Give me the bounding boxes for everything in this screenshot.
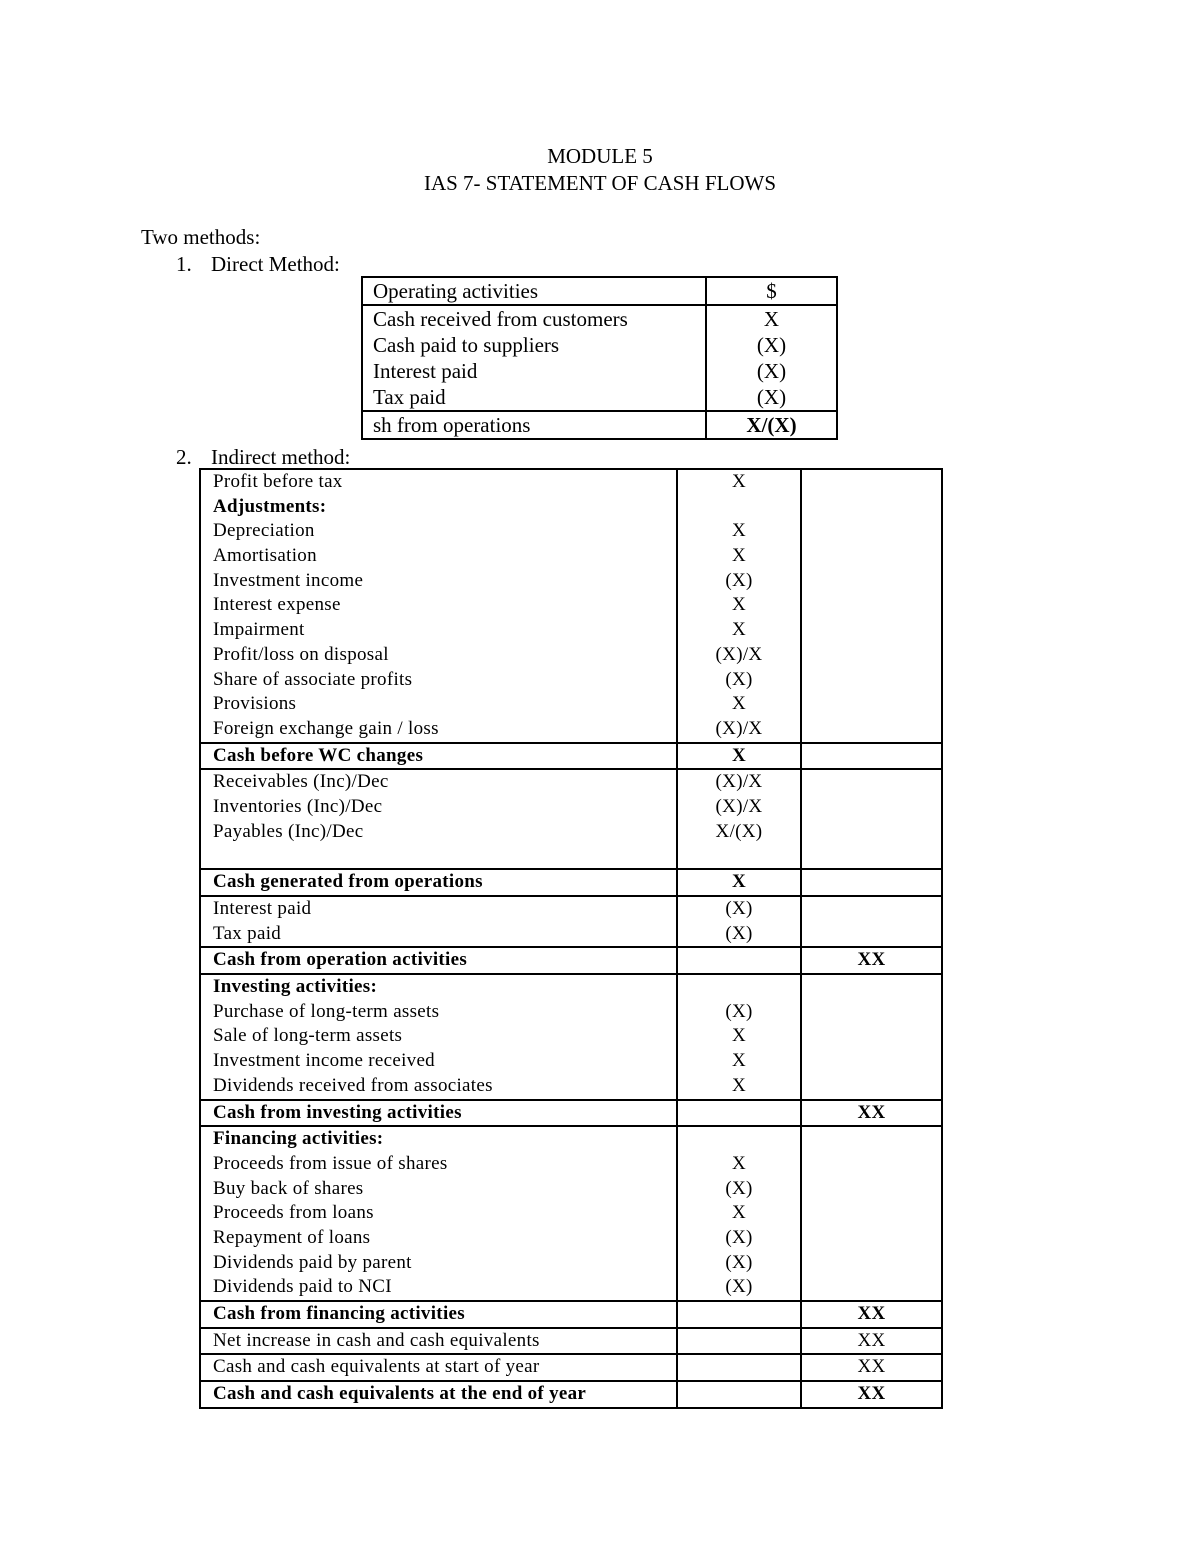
direct-method-table xyxy=(361,276,838,440)
row-label: Interest expense xyxy=(213,594,341,616)
label-column xyxy=(201,1355,678,1380)
row-label: Dividends received from associates xyxy=(213,1074,493,1096)
row-total: XX xyxy=(857,1383,886,1405)
direct-items-row xyxy=(363,306,836,412)
row-label: Adjustments: xyxy=(213,495,327,517)
start-year-row xyxy=(201,1355,941,1382)
row-value: X xyxy=(731,1202,747,1224)
row-value: (X) xyxy=(725,1000,753,1022)
row-total: XX xyxy=(857,1101,886,1123)
value-column xyxy=(678,870,802,895)
row-label: Cash and cash equivalents at the end of year xyxy=(213,1383,587,1405)
label-column xyxy=(201,1382,678,1407)
investing-heading: Investing activities: xyxy=(213,976,378,998)
row-label: Cash before WC changes xyxy=(213,744,424,766)
row-value: (X) xyxy=(725,898,753,919)
row-value: (X) xyxy=(725,1226,753,1248)
row-label: Depreciation xyxy=(213,520,315,542)
total-column xyxy=(802,1329,941,1354)
intro-text: Two methods: xyxy=(141,225,261,249)
spacer xyxy=(678,844,800,868)
direct-total-value: X/(X) xyxy=(746,413,797,437)
total-column xyxy=(802,470,941,742)
label-column xyxy=(201,975,678,1098)
row-label: Dividends paid to NCI xyxy=(213,1276,392,1298)
value-column xyxy=(678,470,802,742)
direct-item-label: Interest paid xyxy=(373,359,478,383)
row-total: XX xyxy=(857,1329,886,1351)
label-column xyxy=(201,897,678,946)
row-value: (X)/X xyxy=(715,717,763,739)
row-value: X xyxy=(731,1025,747,1047)
row-value: (X) xyxy=(725,1177,753,1199)
value-column xyxy=(678,1382,802,1407)
label-column xyxy=(201,1127,678,1300)
label-column xyxy=(201,948,678,973)
row-label: Profit before tax xyxy=(213,471,343,492)
row-label: Cash from financing activities xyxy=(213,1303,465,1324)
total-column xyxy=(802,948,941,973)
row-total: XX xyxy=(857,1303,886,1324)
row-value: X xyxy=(731,545,747,567)
row-value: (X)/X xyxy=(715,771,763,793)
row-label: Investment income received xyxy=(213,1050,435,1072)
direct-total-label: sh from operations xyxy=(363,412,707,438)
row-value: X xyxy=(731,693,747,715)
direct-item-label: Tax paid xyxy=(373,385,446,409)
total-column xyxy=(802,1382,941,1407)
row-value: (X) xyxy=(725,569,753,591)
direct-header-value: $ xyxy=(766,279,777,303)
cash-before-wc-row xyxy=(201,744,941,771)
direct-item-value: (X) xyxy=(756,333,787,357)
value-column xyxy=(678,975,802,1098)
row-label: Proceeds from loans xyxy=(213,1202,374,1224)
row-total: XX xyxy=(857,1356,886,1378)
value-column xyxy=(678,770,802,868)
row-value: (X) xyxy=(725,1251,753,1273)
row-value: (X) xyxy=(725,1276,753,1298)
direct-item-value: (X) xyxy=(756,359,787,383)
direct-item-label: Cash paid to suppliers xyxy=(373,333,560,357)
spacer xyxy=(213,844,676,868)
row-total: XX xyxy=(857,949,886,971)
row-label: Share of associate profits xyxy=(213,668,413,690)
cash-investing-row xyxy=(201,1101,941,1128)
method-2-label: Indirect method: xyxy=(211,445,351,469)
value-column xyxy=(678,1355,802,1380)
total-column xyxy=(802,897,941,946)
row-value-empty xyxy=(678,975,800,1000)
label-column xyxy=(201,770,678,868)
cash-operating-row xyxy=(201,948,941,975)
row-label: Foreign exchange gain / loss xyxy=(213,717,439,739)
row-value: X xyxy=(731,1050,747,1072)
row-value: X xyxy=(731,1074,747,1096)
value-column xyxy=(678,948,802,973)
total-column xyxy=(802,1355,941,1380)
statement-title: IAS 7- STATEMENT OF CASH FLOWS xyxy=(423,171,777,195)
row-label: Payables (Inc)/Dec xyxy=(213,820,364,842)
row-label: Profit/loss on disposal xyxy=(213,643,389,665)
cash-financing-row xyxy=(201,1302,941,1329)
row-label: Amortisation xyxy=(213,545,317,567)
row-value: X xyxy=(731,619,747,641)
row-label: Proceeds from issue of shares xyxy=(213,1152,448,1174)
row-label: Cash from investing activities xyxy=(213,1101,462,1123)
total-column xyxy=(802,870,941,895)
row-label: Tax paid xyxy=(213,922,282,944)
module-title: MODULE 5 xyxy=(547,144,653,168)
row-label: Buy back of shares xyxy=(213,1177,364,1199)
row-label: Provisions xyxy=(213,693,297,715)
total-column xyxy=(802,1101,941,1126)
row-value: X/(X) xyxy=(715,820,763,842)
method-1-number: 1. xyxy=(176,252,192,276)
row-label: Cash from operation activities xyxy=(213,949,468,971)
label-column xyxy=(201,1101,678,1126)
row-label: Investment income xyxy=(213,569,364,591)
row-value: X xyxy=(731,594,747,616)
direct-header-row xyxy=(363,278,836,306)
financing-heading: Financing activities: xyxy=(213,1128,384,1150)
label-column xyxy=(201,470,678,742)
row-label: Dividends paid by parent xyxy=(213,1251,412,1273)
label-column xyxy=(201,744,678,769)
total-column xyxy=(802,770,941,868)
direct-item-value: (X) xyxy=(756,385,787,409)
row-value: (X) xyxy=(725,922,753,944)
row-value: (X) xyxy=(725,668,753,690)
row-value: X xyxy=(731,871,747,893)
row-label: Purchase of long-term assets xyxy=(213,1000,440,1022)
indirect-method-table xyxy=(199,468,943,1409)
label-column xyxy=(201,1302,678,1327)
row-value: X xyxy=(731,1152,747,1174)
direct-items-labels xyxy=(363,306,707,410)
financing-section xyxy=(201,1127,941,1302)
total-column xyxy=(802,975,941,1098)
direct-items-values xyxy=(707,306,836,410)
value-column xyxy=(678,1329,802,1354)
row-label: Impairment xyxy=(213,619,305,641)
direct-header-label: Operating activities xyxy=(363,278,707,304)
row-label: Interest paid xyxy=(213,898,312,919)
method-1-label: Direct Method: xyxy=(211,252,340,276)
label-column xyxy=(201,1329,678,1354)
row-value: X xyxy=(731,471,747,492)
direct-item-label: Cash received from customers xyxy=(373,307,628,331)
working-capital-section xyxy=(201,770,941,870)
value-column xyxy=(678,1127,802,1300)
row-label: Cash generated from operations xyxy=(213,871,483,893)
operating-adjustments-section xyxy=(201,470,941,744)
row-label: Receivables (Inc)/Dec xyxy=(213,771,389,793)
row-value-empty xyxy=(678,1127,800,1152)
total-column xyxy=(802,1302,941,1327)
row-label: Sale of long-term assets xyxy=(213,1025,403,1047)
total-column xyxy=(802,1127,941,1300)
net-increase-row xyxy=(201,1329,941,1356)
row-value: (X)/X xyxy=(715,643,763,665)
direct-item-value: X xyxy=(763,307,780,331)
label-column xyxy=(201,870,678,895)
row-value: X xyxy=(731,744,747,766)
row-label: Inventories (Inc)/Dec xyxy=(213,795,383,817)
interest-tax-section xyxy=(201,897,941,948)
end-year-row xyxy=(201,1382,941,1407)
cash-generated-row xyxy=(201,870,941,897)
value-column xyxy=(678,1302,802,1327)
row-label: Cash and cash equivalents at start of year xyxy=(213,1356,540,1378)
value-column xyxy=(678,897,802,946)
total-column xyxy=(802,744,941,769)
method-2-number: 2. xyxy=(176,445,192,469)
row-value: (X)/X xyxy=(715,795,763,817)
row-value: X xyxy=(731,520,747,542)
row-value xyxy=(678,495,800,520)
value-column xyxy=(678,744,802,769)
value-column xyxy=(678,1101,802,1126)
row-label: Net increase in cash and cash equivalents xyxy=(213,1329,540,1351)
row-label: Repayment of loans xyxy=(213,1226,371,1248)
investing-section xyxy=(201,975,941,1100)
direct-total-row xyxy=(363,412,836,438)
